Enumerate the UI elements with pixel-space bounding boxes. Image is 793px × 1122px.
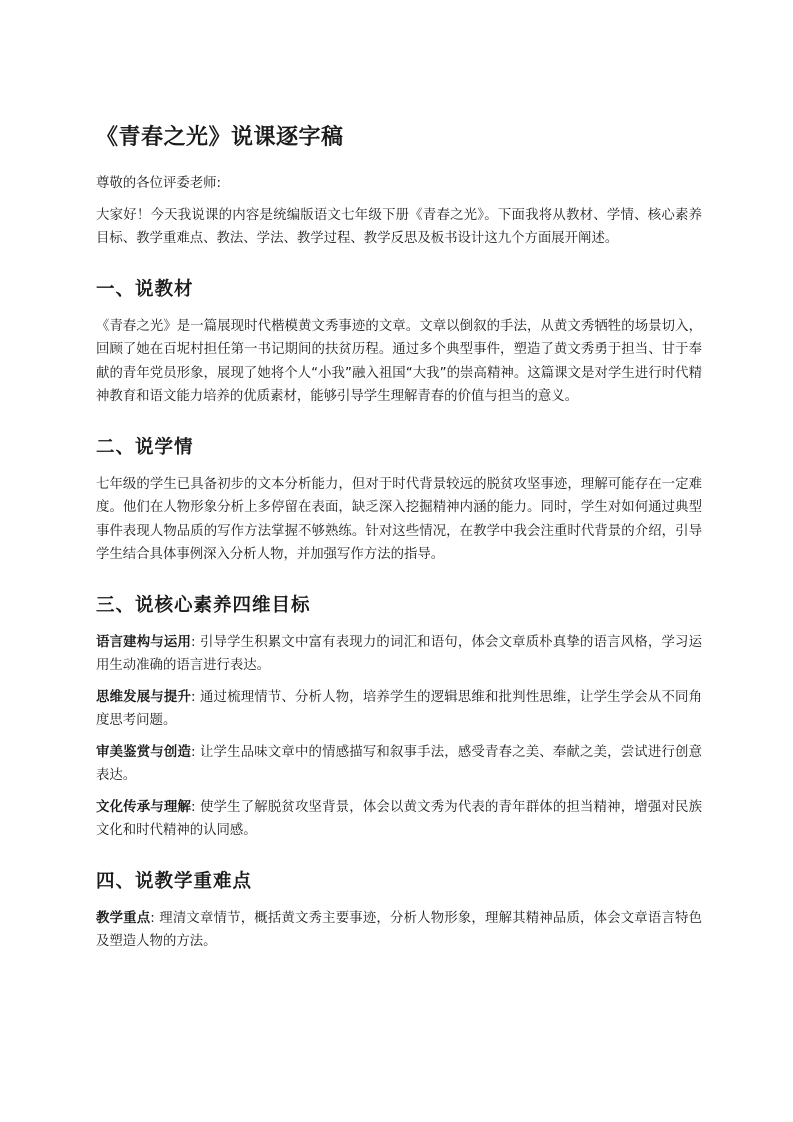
key-point-paragraph bbox=[96, 907, 702, 954]
goal-term: 思维发展与提升 bbox=[96, 689, 192, 705]
goal-term: 语言建构与运用 bbox=[96, 634, 192, 650]
section-heading-key-points: 四、说教学重难点 bbox=[96, 870, 253, 892]
goal-separator: : bbox=[191, 744, 200, 760]
goal-aesthetic bbox=[96, 741, 702, 788]
goal-culture bbox=[96, 796, 702, 843]
goal-term: 文化传承与理解 bbox=[96, 799, 192, 815]
goal-separator: : bbox=[191, 689, 200, 705]
goal-separator: : bbox=[191, 634, 200, 650]
section-heading-learners: 二、说学情 bbox=[96, 436, 194, 458]
key-point-text: 理清文章情节，概括黄文秀主要事迹，分析人物形象，理解其精神品质，体会文章语言特色及塑造人物的方法。 bbox=[96, 910, 702, 949]
goal-text: 通过梳理情节、分析人物，培养学生的逻辑思维和批判性思维，让学生学会从不同角度思考问题。 bbox=[96, 689, 702, 728]
key-point-term: 教学重点 bbox=[96, 910, 151, 926]
goal-term: 审美鉴赏与创造 bbox=[96, 744, 192, 760]
goal-text: 让学生品味文章中的情感描写和叙事手法，感受青春之美、奉献之美，尝试进行创意表达。 bbox=[96, 744, 702, 783]
key-point-separator: : bbox=[150, 910, 160, 926]
goal-separator: : bbox=[191, 799, 200, 815]
goal-thinking bbox=[96, 686, 702, 733]
goal-language bbox=[96, 631, 702, 678]
learners-paragraph: 七年级的学生已具备初步的文本分析能力，但对于时代背景较远的脱贫攻坚事迹，理解可能存在一定难度。他们在人物形象分析上多停留在表面，缺乏深入挖掘精神内涵的能力。同时，学生对如何通过典型事件表现人物品质的写作方法掌握不够熟练。针对这些情况，在教学中我会注重时代背景的介绍，引导学生结合具体事例深入分析人物，并加强写作方法的指导。 bbox=[96, 476, 702, 562]
intro-paragraph: 大家好！今天我说课的内容是统编版语文七年级下册《青春之光》。下面我将从教材、学情、核心素养目标、教学重难点、教法、学法、教学过程、教学反思及板书设计这九个方面展开阐述。 bbox=[96, 207, 702, 246]
greeting-text: 尊敬的各位评委老师: bbox=[96, 176, 222, 191]
textbook-paragraph: 《青春之光》是一篇展现时代楷模黄文秀事迹的文章。文章以倒叙的手法，从黄文秀牺牲的场景切入，回顾了她在百坭村担任第一书记期间的扶贫历程。通过多个典型事件，塑造了黄文秀勇于担当、甘于奉献的青年党员形象，展现了她将个人“小我”融入祖国“大我”的崇高精神。这篇课文是对学生进行时代精神教育和语文能力培养的优质素材，能够引导学生理解青春的价值与担当的意义。 bbox=[96, 318, 702, 404]
document-page bbox=[96, 118, 702, 962]
document-title: 《青春之光》说课逐字稿 bbox=[96, 125, 344, 150]
section-heading-goals: 三、说核心素养四维目标 bbox=[96, 594, 311, 616]
goal-text: 使学生了解脱贫攻坚背景，体会以黄文秀为代表的青年群体的担当精神，增强对民族文化和时代精神的认同感。 bbox=[96, 799, 702, 838]
goal-text: 引导学生积累文中富有表现力的词汇和语句，体会文章质朴真挚的语言风格，学习运用生动准确的语言进行表达。 bbox=[96, 634, 702, 673]
section-heading-textbook: 一、说教材 bbox=[96, 278, 194, 300]
